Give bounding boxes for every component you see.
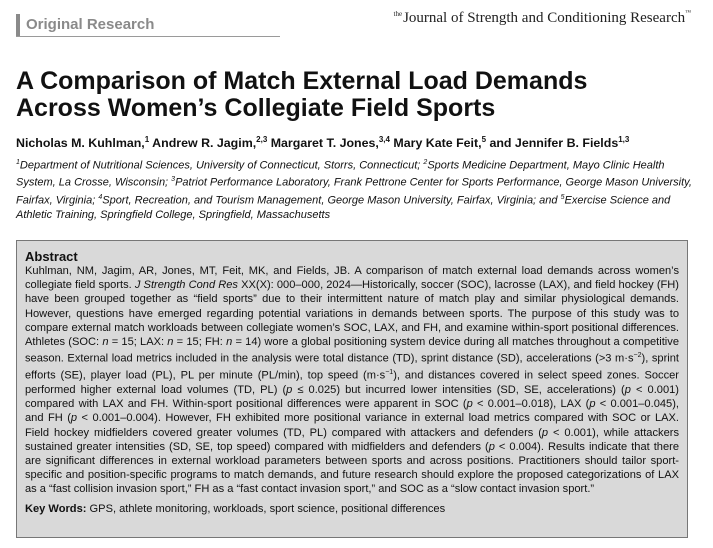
abstract-seg: < 0.001–0.045), and FH ( — [25, 398, 679, 425]
affiliation: Exercise Science and Athletic Training, Springfield College, Springfield, Massachusetts — [16, 194, 671, 222]
affil-sup: 5 — [560, 193, 565, 201]
keywords-text: GPS, athlete monitoring, workloads, sport science, positional differences — [86, 502, 446, 515]
affil-sup: 4 — [98, 193, 103, 201]
abstract-seg: < 0.001) compared with LAX and FH. Within-sport positional differences were apparent in SOC ( — [25, 384, 679, 411]
abstract-heading: Abstract — [25, 249, 78, 264]
n-symbol: n — [226, 336, 233, 349]
keywords-label: Key Words: — [25, 502, 87, 515]
affiliation: Sport, Recreation, and Tourism Management, George Mason University, Fairfax, Virginia; and — [102, 194, 561, 207]
affil-sup: 3 — [171, 176, 176, 184]
author-sup: 1 — [144, 135, 150, 144]
p-symbol: p — [589, 398, 596, 411]
abstract-text — [25, 264, 679, 497]
journal-prefix: the — [393, 10, 403, 18]
affiliation: Department of Nutritional Sciences, University of Connecticut, Storrs, Connecticut; — [19, 159, 424, 172]
section-rule — [16, 36, 280, 37]
p-symbol: p — [286, 384, 293, 396]
abstract-box — [16, 240, 688, 538]
keywords — [25, 502, 679, 516]
p-symbol: p — [466, 398, 473, 411]
p-symbol: p — [488, 440, 495, 453]
title-line-1: A Comparison of Match External Load Demands — [16, 67, 588, 95]
n-symbol: n — [102, 336, 109, 349]
p-symbol: p — [624, 384, 631, 396]
abstract-seg: < 0.001), while attackers sustained greater intensities (SD, SE, top speed) compared with midfielders and defenders ( — [25, 426, 679, 453]
author: and Jennifer B. Fields — [486, 136, 619, 151]
affiliation: Patriot Performance Laboratory, Frank Pettrone Center for Sports Performance, George Mason University, Fairfax, Virginia; — [16, 177, 692, 207]
affiliations — [16, 156, 696, 223]
journal-title: Journal of Strength and Conditioning Research — [403, 10, 686, 26]
abstract-seg: = 15; FH: — [173, 336, 227, 349]
affiliation: Sports Medicine Department, Mayo Clinic Health System, La Crosse, Wisconsin; — [16, 159, 665, 190]
abstract-seg: ), and distances covered in select speed zones. Soccer performed higher external load volumes (TD, PL) ( — [25, 369, 679, 396]
abstract-seg: < 0.001–0.018), LAX ( — [472, 398, 590, 411]
author: Mary Kate Feit, — [389, 136, 482, 151]
p-symbol: p — [70, 412, 78, 425]
author: Nicholas M. Kuhlman, — [16, 136, 145, 151]
n-symbol: n — [167, 336, 174, 349]
trademark: ™ — [685, 10, 691, 16]
abstract-seg: = 15; LAX: — [108, 336, 168, 349]
abstract-seg: XX(X): 000–000, 2024—Historically, soccer (SOC), lacrosse (LAX), and field hockey (FH) have been grouped together as “field sports” due to their intermittent nature of match play and similar physiological demands. However, questions have emerged regarding potential variations in demands between sports. The purpose of this study was to compare external match workloads between collegiate women’s SOC, LAX, and FH, and examine within-sport positional differences. Athletes (SOC: — [25, 279, 679, 349]
journal-abbrev: J Strength Cond Res — [134, 279, 238, 292]
abstract-seg: = 14) wore a global positioning system device during all matches throughout a competitive season. External load metrics included in the analysis were total distance (TD), sprint distance (SD), accelerations (>3 m·s — [25, 336, 679, 365]
exponent: −2 — [633, 352, 642, 360]
section-tag: Original Research — [16, 14, 154, 36]
affil-sup: 1 — [16, 159, 20, 166]
author: Andrew R. Jagim, — [149, 136, 257, 151]
title-line-2: Across Women’s Collegiate Field Sports — [16, 94, 496, 122]
journal-name — [394, 10, 692, 27]
author-sup: 5 — [481, 135, 487, 144]
abstract-seg: ), sprint efforts (SE), player load (PL), PL per minute (PL/min), top speed (m·s — [25, 352, 679, 382]
author-list — [16, 132, 706, 151]
author-sup: 3,4 — [378, 135, 390, 144]
abstract-seg: < 0.004). Results indicate that there are significant differences in external workload parameters between sports and across positions. Practitioners should tailor sport-specific and position-specific programs to match demands, and future research should explore the proposed categorizations of LAX as a “fast collision invasion sport,” FH as a “fast contact invasion sport,” and SOC as a “slow contact invasion sport.” — [25, 440, 679, 496]
author: Margaret T. Jones, — [267, 136, 379, 151]
affil-sup: 2 — [423, 159, 428, 166]
abstract-seg: ≤ 0.025) but incurred lower intensities (SD, SE, accelerations) ( — [292, 384, 625, 396]
abstract-seg: Kuhlman, NM, Jagim, AR, Jones, MT, Feit, MK, and Fields, JB. A comparison of match external load demands across women’s collegiate field sports. — [25, 265, 679, 292]
p-symbol: p — [541, 426, 549, 439]
author-sup: 2,3 — [256, 135, 268, 144]
author-sup: 1,3 — [618, 135, 630, 144]
abstract-seg: < 0.001–0.004). However, FH exhibited more positional variance in external load metrics compared with SOC or LAX. Field hockey midfielders covered greater volumes (TD, PL) compared with attackers and defenders ( — [25, 412, 679, 439]
article-title — [16, 68, 706, 122]
exponent: −1 — [385, 369, 394, 377]
